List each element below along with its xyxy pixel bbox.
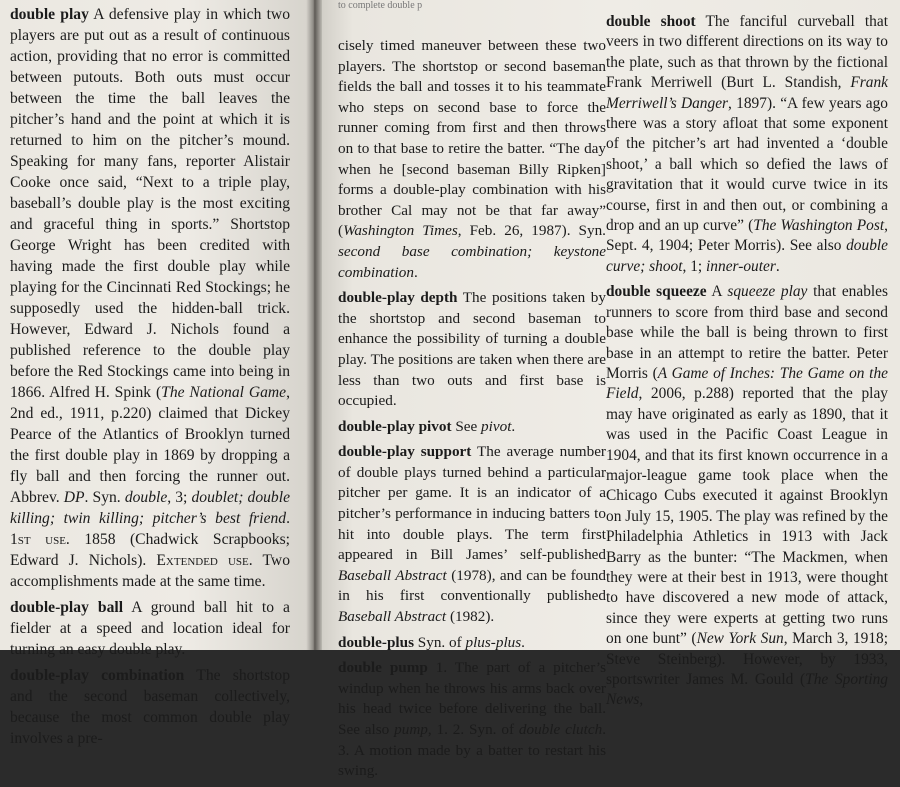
- body-text: , 1. 2. Syn. of: [427, 721, 519, 738]
- body-text: , March 3, 1918; Steve Steinberg). However, by 1933, sportswriter James M. Gould (: [606, 630, 888, 688]
- dictionary-entry: [606, 12, 888, 277]
- body-text: , 1897). “A few years ago there was a story afloat that some exponent of the pitcher’s art had invented a ‘double shoot,’ a ball which so defied the laws of gravitation that it would curve twice in its course, first in and then out, or combining a drop and an up curve” (: [606, 94, 888, 235]
- body-text: The average number of double plays turned behind a particular pitcher per game. It is an indicator of a pitcher’s performance in inducing batters to hit into double plays. The term first appeared in Bill James’ self-published: [338, 443, 606, 564]
- small-caps-text: 1st use: [10, 531, 66, 548]
- right-page: [318, 0, 900, 780]
- small-caps-text: Extended use: [156, 552, 249, 569]
- dictionary-entry: [338, 36, 606, 283]
- italic-text: New York Sun: [696, 630, 784, 648]
- dictionary-entry: [338, 658, 606, 782]
- left-page: [0, 0, 312, 747]
- italic-text: squeeze play: [727, 283, 808, 301]
- italic-text: Washington Times: [343, 222, 458, 240]
- dictionary-entry: [338, 633, 606, 654]
- body-text: Syn. of: [413, 633, 466, 651]
- body-text: ,: [639, 691, 644, 709]
- entry-headword: double squeeze: [606, 283, 707, 301]
- italic-text: The Sporting News: [606, 671, 889, 709]
- dictionary-entry: [338, 417, 606, 438]
- italic-text: double clutch: [518, 721, 603, 738]
- body-text: , Sept. 4, 1904; Peter Morris). See also: [606, 217, 889, 255]
- body-text: . Syn.: [84, 489, 125, 506]
- dictionary-entry: [338, 442, 606, 627]
- body-text: .: [521, 633, 525, 651]
- italic-text: The National Game: [161, 384, 287, 401]
- italic-text: Frank Merriwell’s Danger: [606, 74, 888, 112]
- dictionary-entry: [338, 288, 606, 412]
- middle-column: [338, 36, 606, 787]
- body-text: See: [451, 417, 482, 435]
- italic-text: second base combination; keystone combination: [338, 242, 606, 281]
- dictionary-entry: [606, 282, 888, 711]
- italic-text: Baseball Abstract: [338, 608, 447, 626]
- body-text: .: [286, 510, 290, 527]
- entry-headword: double-play combination: [10, 667, 185, 684]
- body-text: The shortstop and the second baseman collectively, because the most common double play involves a pre-: [10, 667, 290, 747]
- body-text: A defensive play in which two players are put out as a result of continuous action, providing that no error is committed between putouts. Both outs must occur between the time the ball leaves the pitcher’s hand and the point at which it is returned to him on the pitcher’s mound. Speaking for many fans, reporter Alistair Cooke once said, “Next to a triple play, baseball’s double play is the most exciting and graceful thing in sports.” Shortstop George Wright has been credited with having made the first double play while playing for the Cincinnati Red Stockings; he supposedly used the hidden-ball trick. However, Edward J. Nichols found a published reference to the double play before the Red Stockings came into being in 1866. Alfred H. Spink (: [10, 6, 290, 401]
- entry-headword: double play: [10, 6, 89, 23]
- body-text: .: [511, 417, 516, 435]
- italic-text: pump: [394, 721, 428, 738]
- left-column: [10, 4, 290, 754]
- body-text: .: [775, 257, 780, 275]
- body-text: The fanciful curveball that veers in two different directions on its way to the plate, such as that thrown by the fictional Frank Merriwell (Burt L. Standish,: [606, 13, 888, 92]
- body-text: . 1858 (Chadwick Scrapbooks; Edward J. Nichols).: [10, 531, 290, 569]
- entry-headword: double-play support: [338, 443, 472, 461]
- book-gutter: [306, 0, 322, 650]
- italic-text: doublet; double killing; twin killing; pitcher’s best friend: [10, 489, 290, 527]
- body-text: .: [413, 263, 418, 281]
- body-text: . 3. A motion made by a batter to restart his swing.: [338, 721, 606, 780]
- body-text: A ground ball hit to a fielder at a speed and location ideal for turning an easy double play.: [10, 599, 290, 658]
- body-text: cisely timed maneuver between these two players. The shortstop or second baseman fields the ball and tosses it to his teammate who steps on second base to force the runner coming from first and then throws on to that base to retire the batter. “The day when he [second baseman Billy Ripken] forms a double-play combination with his brother Cal may not be that far away” (: [338, 37, 606, 240]
- italic-text: double: [124, 489, 168, 506]
- body-text: . Two accomplishments made at the same time.: [10, 552, 290, 590]
- italic-text: pivot: [481, 417, 512, 435]
- entry-headword: double shoot: [606, 13, 696, 30]
- dictionary-entry: [10, 4, 290, 592]
- entry-headword: double-play ball: [10, 599, 124, 616]
- body-text: (1978), and can be found in his first conventionally published: [338, 566, 607, 605]
- right-column: [606, 12, 888, 716]
- body-text: , 2nd ed., 1911, p.220) claimed that Dickey Pearce of the Atlantics of Brooklyn turned the first double play in 1869 by dropping a fly ball and then forcing the runner out. Abbrev.: [10, 384, 290, 506]
- italic-text: inner-outer: [706, 257, 776, 275]
- body-text: that enables runners to score from third base and second base while the ball is being thrown to first base in an attempt to retire the batter. Peter Morris (: [606, 283, 888, 382]
- entry-headword: double-plus: [338, 633, 414, 651]
- body-text: (1982).: [446, 608, 495, 626]
- body-text: A: [706, 283, 728, 301]
- italic-text: The Washington Post: [753, 217, 885, 235]
- body-text: , 3;: [167, 489, 192, 506]
- italic-text: plus-plus: [465, 633, 522, 651]
- italic-text: Baseball Abstract: [338, 566, 447, 584]
- body-text: , 2006, p.288) reported that the play may have originated as early as 1890, that it was used in the Pacific Coast League in 1904, and that its first known occurrence in a major-league game took place when the Chicago Cubs executed it against Brooklyn on July 15, 1905. The play was refined by the Philadelphia Athletics in 1913 with Jack Barry as the bunter: “The Mackmen, when they were at their best in 1913, were thought to have discovered a new mode of attack, since they were experts at getting two runs on one bunt” (: [606, 385, 888, 648]
- entry-headword: double pump: [338, 659, 428, 677]
- italic-text: A Game of Inches: The Game on the Field: [606, 364, 888, 403]
- body-text: 1. The part of a pitcher’s windup when he throws his arms back over his head twice before delivering the ball. See also: [338, 659, 607, 738]
- dictionary-entry: [10, 665, 290, 749]
- entry-headword: double-play pivot: [338, 417, 452, 435]
- body-text: The positions taken by the shortstop and second baseman to enhance the possibility of turning a double play. The positions are taken when there are less than two outs and first base is occupied.: [338, 289, 606, 410]
- italic-text: DP: [63, 489, 85, 506]
- page-top-fragment: to complete double p: [338, 0, 423, 11]
- entry-headword: double-play depth: [338, 289, 458, 307]
- body-text: , Feb. 26, 1987). Syn.: [457, 222, 606, 240]
- body-text: , 1;: [682, 257, 707, 275]
- dictionary-entry: [10, 597, 290, 660]
- italic-text: double curve; shoot: [606, 237, 888, 275]
